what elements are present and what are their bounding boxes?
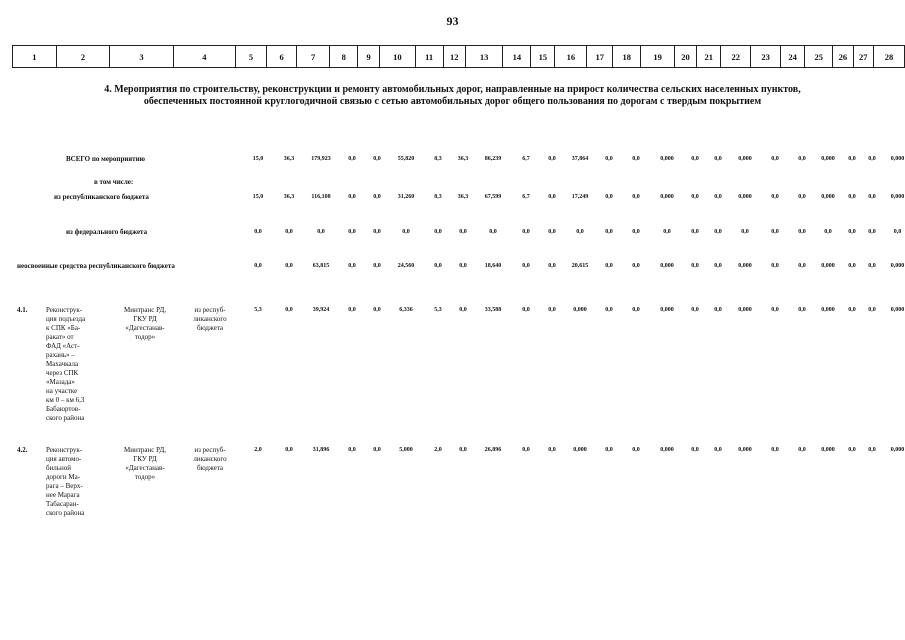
summary-value: 8,3 xyxy=(434,194,442,200)
summary-value: 31,260 xyxy=(397,194,415,200)
summary-value: 0,0 xyxy=(848,229,856,235)
summary-row-label: из республиканского бюджета xyxy=(54,193,149,201)
column-number-10: 10 xyxy=(380,46,416,68)
summary-value: 0,0 xyxy=(691,156,699,162)
item-value: 0,0 xyxy=(714,447,722,453)
item-value: 0,000 xyxy=(660,307,674,313)
column-number-23: 23 xyxy=(751,46,781,68)
item-value: 5,000 xyxy=(399,447,413,453)
summary-value: 20,615 xyxy=(571,263,589,269)
summary-value: 0,0 xyxy=(605,156,613,162)
summary-value: 0,0 xyxy=(798,229,806,235)
item-funding-source xyxy=(193,306,226,333)
summary-value: 55,820 xyxy=(397,156,415,162)
column-number-17: 17 xyxy=(587,46,613,68)
column-number-22: 22 xyxy=(721,46,751,68)
item-name-line: к СПК «Ба- xyxy=(46,324,81,332)
item-value: 0,000 xyxy=(890,447,905,453)
column-number-6: 6 xyxy=(267,46,297,68)
summary-value: 0,0 xyxy=(632,229,640,235)
summary-value: 0,0 xyxy=(402,229,410,235)
column-number-28: 28 xyxy=(873,46,904,68)
summary-value: 0,0 xyxy=(868,156,876,162)
summary-value: 0,0 xyxy=(522,263,530,269)
item-name-line: «Мазада» xyxy=(46,378,75,386)
column-number-13: 13 xyxy=(465,46,502,68)
summary-value: 0,0 xyxy=(848,263,856,269)
summary-value: 0,000 xyxy=(738,156,752,162)
summary-value: 0,0 xyxy=(434,263,442,269)
item-name-line: Махачкала xyxy=(46,360,79,368)
item-name-line: дороги Ма- xyxy=(46,473,81,481)
summary-value: 0,000 xyxy=(660,263,674,269)
summary-value: 0,0 xyxy=(522,229,530,235)
summary-value: 0,0 xyxy=(605,194,613,200)
summary-value: 0,000 xyxy=(660,194,674,200)
summary-value: 0,0 xyxy=(741,229,749,235)
column-number-14: 14 xyxy=(503,46,531,68)
column-number-24: 24 xyxy=(781,46,805,68)
item-name-line: ского района xyxy=(46,414,85,422)
summary-value: 15,0 xyxy=(252,194,264,200)
summary-value: 0,0 xyxy=(632,156,640,162)
column-number-18: 18 xyxy=(613,46,641,68)
column-number-5: 5 xyxy=(235,46,267,68)
item-value: 0,0 xyxy=(522,447,530,453)
summary-value: 0,000 xyxy=(821,194,835,200)
item-value: 0,0 xyxy=(714,307,722,313)
summary-row-label: неосвоенные средства республиканского бюджета xyxy=(17,262,175,270)
summary-value: 24,560 xyxy=(397,263,415,269)
summary-value: 0,0 xyxy=(459,229,467,235)
item-value: 0,000 xyxy=(573,307,587,313)
item-number: 4.2. xyxy=(17,446,28,454)
summary-value: 0,0 xyxy=(605,263,613,269)
summary-value: 0,0 xyxy=(714,263,722,269)
summary-value: 0,0 xyxy=(868,194,876,200)
item-executor xyxy=(124,446,166,482)
item-value: 0,000 xyxy=(890,307,905,313)
item-name-line: Реконструк- xyxy=(46,446,83,454)
summary-value: 0,0 xyxy=(771,263,779,269)
summary-value: 0,000 xyxy=(738,194,752,200)
item-executor-line: Минтранс РД, xyxy=(124,306,166,314)
summary-row-label: в том числе: xyxy=(94,178,134,186)
item-name-line: ция подъезда xyxy=(46,315,86,323)
item-name xyxy=(46,446,84,518)
column-number-11: 11 xyxy=(415,46,443,68)
item-name-line: рахань» – xyxy=(46,351,75,359)
column-number-15: 15 xyxy=(531,46,555,68)
summary-value: 36,3 xyxy=(457,194,469,200)
item-value: 2,0 xyxy=(254,447,262,453)
summary-value: 0,0 xyxy=(848,156,856,162)
summary-value: 0,0 xyxy=(254,229,262,235)
item-value: 0,0 xyxy=(771,447,779,453)
item-funding-source xyxy=(193,446,226,473)
column-number-25: 25 xyxy=(805,46,833,68)
item-source-line: из респуб- xyxy=(194,446,226,454)
item-value: 0,0 xyxy=(459,447,467,453)
summary-value: 0,000 xyxy=(890,194,905,200)
item-value: 0,0 xyxy=(771,307,779,313)
summary-value: 0,0 xyxy=(373,194,381,200)
item-value: 0,000 xyxy=(660,447,674,453)
summary-value: 0,0 xyxy=(771,229,779,235)
summary-value: 0,000 xyxy=(821,156,835,162)
item-value: 0,0 xyxy=(798,307,806,313)
item-executor-line: ГКУ РД xyxy=(133,455,157,463)
item-value: 0,0 xyxy=(605,447,613,453)
summary-value: 67,599 xyxy=(484,194,502,200)
item-value: 33,588 xyxy=(484,307,502,313)
item-source-line: бюджета xyxy=(196,464,224,472)
item-name-line: рага – Верх- xyxy=(46,482,83,490)
item-value: 0,0 xyxy=(522,307,530,313)
summary-value: 6,7 xyxy=(522,156,530,162)
item-value: 0,0 xyxy=(373,447,381,453)
summary-value: 0,0 xyxy=(798,156,806,162)
item-executor-line: тодор» xyxy=(134,333,156,341)
summary-value: 0,0 xyxy=(771,194,779,200)
item-value: 39,924 xyxy=(312,307,330,313)
section-title-line-2: обеспеченных постоянной круглогодичной связью с сетью автомобильных дорог общего пользования по дорогам с твердым покрытием xyxy=(143,96,762,107)
item-name-line: км 0 – км 6,3 xyxy=(46,396,85,404)
summary-value: 0,0 xyxy=(348,263,356,269)
summary-value: 0,000 xyxy=(890,263,905,269)
summary-value: 0,0 xyxy=(348,229,356,235)
summary-value: 0,000 xyxy=(738,263,752,269)
item-value: 0,0 xyxy=(632,447,640,453)
item-value: 0,0 xyxy=(348,307,356,313)
summary-value: 116,108 xyxy=(311,194,331,200)
item-source-line: из респуб- xyxy=(194,306,226,314)
summary-value: 0,0 xyxy=(434,229,442,235)
item-value: 0,0 xyxy=(848,307,856,313)
summary-value: 37,864 xyxy=(571,156,589,162)
summary-value: 0,0 xyxy=(489,229,497,235)
summary-row-label: ВСЕГО по мероприятию xyxy=(66,155,145,163)
item-value: 0,0 xyxy=(348,447,356,453)
summary-value: 0,0 xyxy=(824,229,832,235)
summary-value: 0,0 xyxy=(798,263,806,269)
item-executor xyxy=(124,306,166,342)
summary-value: 0,0 xyxy=(691,229,699,235)
item-value: 2,0 xyxy=(434,447,442,453)
summary-value: 0,0 xyxy=(285,263,293,269)
item-executor-line: тодор» xyxy=(134,473,156,481)
item-value: 0,000 xyxy=(738,307,752,313)
item-name-line: ФАД «Аст- xyxy=(46,342,80,350)
summary-value: 0,0 xyxy=(848,194,856,200)
item-value: 5,3 xyxy=(434,307,442,313)
item-name xyxy=(46,306,85,423)
column-number-19: 19 xyxy=(641,46,675,68)
column-number-8: 8 xyxy=(330,46,358,68)
summary-value: 0,0 xyxy=(714,229,722,235)
item-value: 0,000 xyxy=(821,447,835,453)
section-title-line-1: 4. Мероприятия по строительству, реконструкции и ремонту автомобильных дорог, направленные на прирост количества сельских населенных пунктов, xyxy=(104,84,801,95)
item-value: 0,0 xyxy=(868,307,876,313)
item-number: 4.1. xyxy=(17,306,28,314)
summary-value: 0,0 xyxy=(868,229,876,235)
summary-value: 0,0 xyxy=(285,229,293,235)
column-number-7: 7 xyxy=(296,46,329,68)
item-value: 0,0 xyxy=(548,447,556,453)
summary-value: 18,640 xyxy=(484,263,502,269)
item-name-line: нее Марага xyxy=(46,491,80,499)
column-number-20: 20 xyxy=(674,46,696,68)
page-number: 93 xyxy=(446,14,459,28)
item-value: 5,3 xyxy=(254,307,262,313)
item-executor-line: ГКУ РД xyxy=(133,315,157,323)
summary-value: 0,0 xyxy=(548,263,556,269)
item-name-line: на участке xyxy=(46,387,78,395)
item-source-line: ликанского xyxy=(193,315,227,323)
summary-value: 6,7 xyxy=(522,194,530,200)
summary-value: 0,0 xyxy=(691,194,699,200)
column-number-26: 26 xyxy=(833,46,853,68)
item-value: 0,0 xyxy=(548,307,556,313)
summary-value: 0,0 xyxy=(632,263,640,269)
item-name-line: бильной xyxy=(46,464,71,472)
summary-value: 0,0 xyxy=(254,263,262,269)
item-value: 26,896 xyxy=(484,447,502,453)
summary-value: 0,0 xyxy=(373,263,381,269)
summary-value: 0,0 xyxy=(348,156,356,162)
summary-value: 0,0 xyxy=(714,156,722,162)
item-name-line: через СПК xyxy=(46,369,79,377)
summary-value: 36,3 xyxy=(283,194,295,200)
item-value: 0,0 xyxy=(798,447,806,453)
item-executor-line: Минтранс РД, xyxy=(124,446,166,454)
summary-value: 0,0 xyxy=(868,263,876,269)
summary-value: 15,0 xyxy=(252,156,264,162)
summary-value: 36,3 xyxy=(457,156,469,162)
summary-value: 0,0 xyxy=(605,229,613,235)
item-source-line: бюджета xyxy=(196,324,224,332)
summary-value: 86,239 xyxy=(484,156,502,162)
summary-value: 0,0 xyxy=(459,263,467,269)
summary-value: 179,923 xyxy=(311,156,331,162)
summary-value: 0,0 xyxy=(373,156,381,162)
summary-value: 0,000 xyxy=(821,263,835,269)
summary-value: 17,249 xyxy=(571,194,589,200)
item-value: 0,0 xyxy=(632,307,640,313)
column-number-4: 4 xyxy=(173,46,235,68)
item-name-line: Табасаран- xyxy=(46,500,79,508)
summary-value: 8,3 xyxy=(434,156,442,162)
item-value: 0,0 xyxy=(691,447,699,453)
section-title xyxy=(20,84,885,108)
summary-value: 0,0 xyxy=(576,229,584,235)
summary-value: 0,000 xyxy=(660,156,674,162)
column-number-16: 16 xyxy=(555,46,587,68)
summary-value: 0,0 xyxy=(714,194,722,200)
summary-value: 0,0 xyxy=(373,229,381,235)
item-name-line: ского района xyxy=(46,509,85,517)
item-value: 0,0 xyxy=(848,447,856,453)
summary-value: 0,0 xyxy=(771,156,779,162)
summary-value: 0,0 xyxy=(548,229,556,235)
column-number-2: 2 xyxy=(56,46,109,68)
item-name-line: ция автомо- xyxy=(46,455,82,463)
item-executor-line: «Дагестанав- xyxy=(125,324,165,332)
item-executor-line: «Дагестанав- xyxy=(125,464,165,472)
summary-value: 0,0 xyxy=(317,229,325,235)
summary-value: 0,0 xyxy=(798,194,806,200)
column-number-1: 1 xyxy=(13,46,57,68)
column-number-27: 27 xyxy=(853,46,873,68)
summary-value: 0,0 xyxy=(632,194,640,200)
summary-value: 0,0 xyxy=(548,156,556,162)
item-value: 6,336 xyxy=(399,307,413,313)
summary-value: 36,3 xyxy=(283,156,295,162)
item-name-line: Бабаюртов- xyxy=(46,405,81,413)
column-number-21: 21 xyxy=(697,46,721,68)
item-value: 0,0 xyxy=(373,307,381,313)
item-source-line: ликанского xyxy=(193,455,227,463)
column-number-12: 12 xyxy=(443,46,465,68)
summary-value: 0,000 xyxy=(890,156,905,162)
column-header-row xyxy=(12,45,905,68)
item-value: 31,896 xyxy=(312,447,330,453)
item-value: 0,0 xyxy=(285,447,293,453)
summary-value: 0,0 xyxy=(548,194,556,200)
item-value: 0,0 xyxy=(691,307,699,313)
summary-row-label: из федерального бюджета xyxy=(66,228,148,236)
item-name-line: ракат» от xyxy=(46,333,74,341)
item-value: 0,0 xyxy=(459,307,467,313)
item-name-line: Реконструк- xyxy=(46,306,83,314)
item-value: 0,0 xyxy=(868,447,876,453)
item-value: 0,0 xyxy=(285,307,293,313)
item-value: 0,0 xyxy=(605,307,613,313)
summary-value: 0,0 xyxy=(348,194,356,200)
item-value: 0,000 xyxy=(738,447,752,453)
item-value: 0,000 xyxy=(573,447,587,453)
summary-value: 0,0 xyxy=(663,229,671,235)
item-value: 0,000 xyxy=(821,307,835,313)
column-number-3: 3 xyxy=(110,46,174,68)
column-number-9: 9 xyxy=(358,46,380,68)
summary-value: 63,815 xyxy=(312,263,330,269)
summary-value: 0,0 xyxy=(893,229,902,235)
summary-value: 0,0 xyxy=(691,263,699,269)
